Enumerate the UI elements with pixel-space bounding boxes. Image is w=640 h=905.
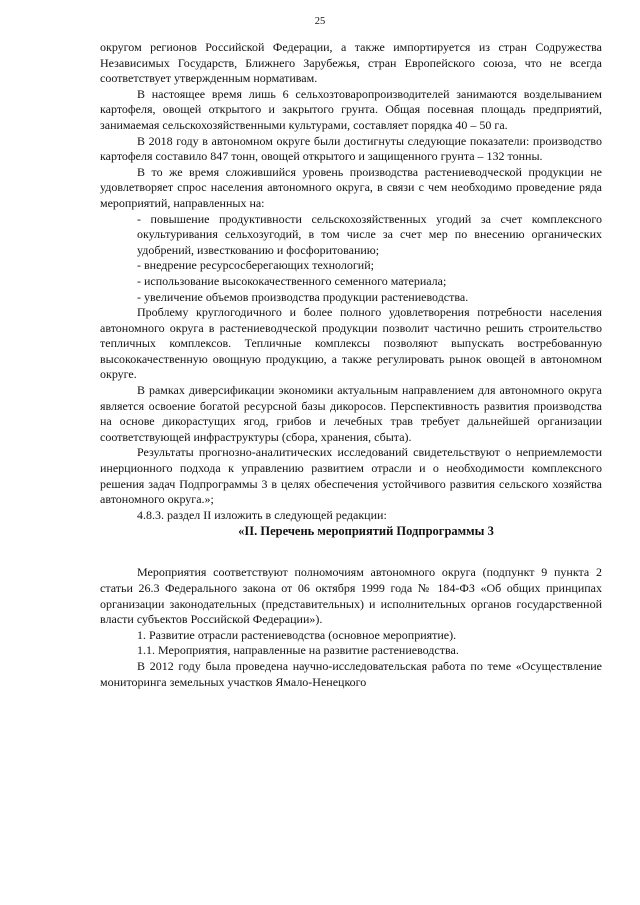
paragraph: В рамках диверсификации экономики актуальным направлением для автономного округа является освоение богатой ресурсной базы дикоросов. Перспективность развития производства на основе дикорастущих ягод, грибов и лечебных трав требует дальнейшей организации соответствующей инфраструктуры (сбора, хранения, сбыта). bbox=[100, 383, 602, 444]
document-body bbox=[100, 40, 602, 690]
section-heading: «II. Перечень мероприятий Подпрограммы 3 bbox=[238, 524, 494, 539]
paragraph: В 2018 году в автономном округе были достигнуты следующие показатели: производство картофеля составило 847 тонн, овощей открытого и защищенного грунта – 132 тонны. bbox=[100, 133, 602, 164]
paragraph: Результаты прогнозно-аналитических исследований свидетельствуют о неприемлемости инерционного подхода к управлению развитием отрасли и о необходимости комплексного решения задач Подпрограммы 3 в целях обеспечения устойчивого развития сельского хозяйства автономного округа.»; bbox=[100, 445, 602, 507]
list-item: - повышение продуктивности сельскохозяйственных угодий за счет комплексного окультуривания сельхозугодий, в том числе за счет мер по внесению органических удобрений, известкованию и фосфоритованию; bbox=[137, 211, 602, 257]
list-item: - внедрение ресурсосберегающих технологий; bbox=[137, 258, 374, 273]
paragraph: 1.1. Мероприятия, направленные на развитие растениеводства. bbox=[137, 643, 459, 658]
spacer bbox=[100, 539, 602, 565]
paragraph: В то же время сложившийся уровень производства растениеводческой продукции не удовлетворяет спрос населения автономного округа, в связи с чем необходимо проведение ряда мероприятий, направленных на: bbox=[100, 164, 602, 210]
paragraph: округом регионов Российской Федерации, а также импортируется из стран Содружества Независимых Государств, Ближнего Зарубежья, стран Европейского союза, что не всегда соответствует утвержденным нормативам. bbox=[100, 40, 602, 86]
list-item: - использование высококачественного семенного материала; bbox=[137, 273, 447, 288]
paragraph: В 2012 году была проведена научно-исследовательская работа по теме «Осуществление мониторинга земельных участков Ямало-Ненецкого bbox=[100, 658, 602, 689]
paragraph: В настоящее время лишь 6 сельхозтоваропроизводителей занимаются возделыванием картофеля, овощей открытого и закрытого грунта. Общая посевная площадь предприятий, занимаемая сельскохозяйственными культурами, составляет порядка 40 – 50 га. bbox=[100, 86, 602, 132]
list-item: - увеличение объемов производства продукции растениеводства. bbox=[137, 289, 469, 304]
page-number: 25 bbox=[314, 16, 326, 27]
paragraph: 4.8.3. раздел II изложить в следующей редакции: bbox=[137, 507, 387, 522]
paragraph: Проблему круглогодичного и более полного удовлетворения потребности населения автономного округа в растениеводческой продукции позволит частично решить строительство тепличных комплексов. Тепличные комплексы позволяют выпускать востребованную высококачественную овощную продукцию, а также регулировать рынок овощей в автономном округе. bbox=[100, 305, 602, 382]
paragraph: Мероприятия соответствуют полномочиям автономного округа (подпункт 9 пункта 2 статьи 26.3 Федерального закона от 06 октября 1999 года № 184-ФЗ «Об общих принципах организации законодательных (представительных) и исполнительных органов государственной власти субъектов Российской Федерации»). bbox=[100, 565, 602, 627]
paragraph: 1. Развитие отрасли растениеводства (основное мероприятие). bbox=[137, 627, 457, 642]
